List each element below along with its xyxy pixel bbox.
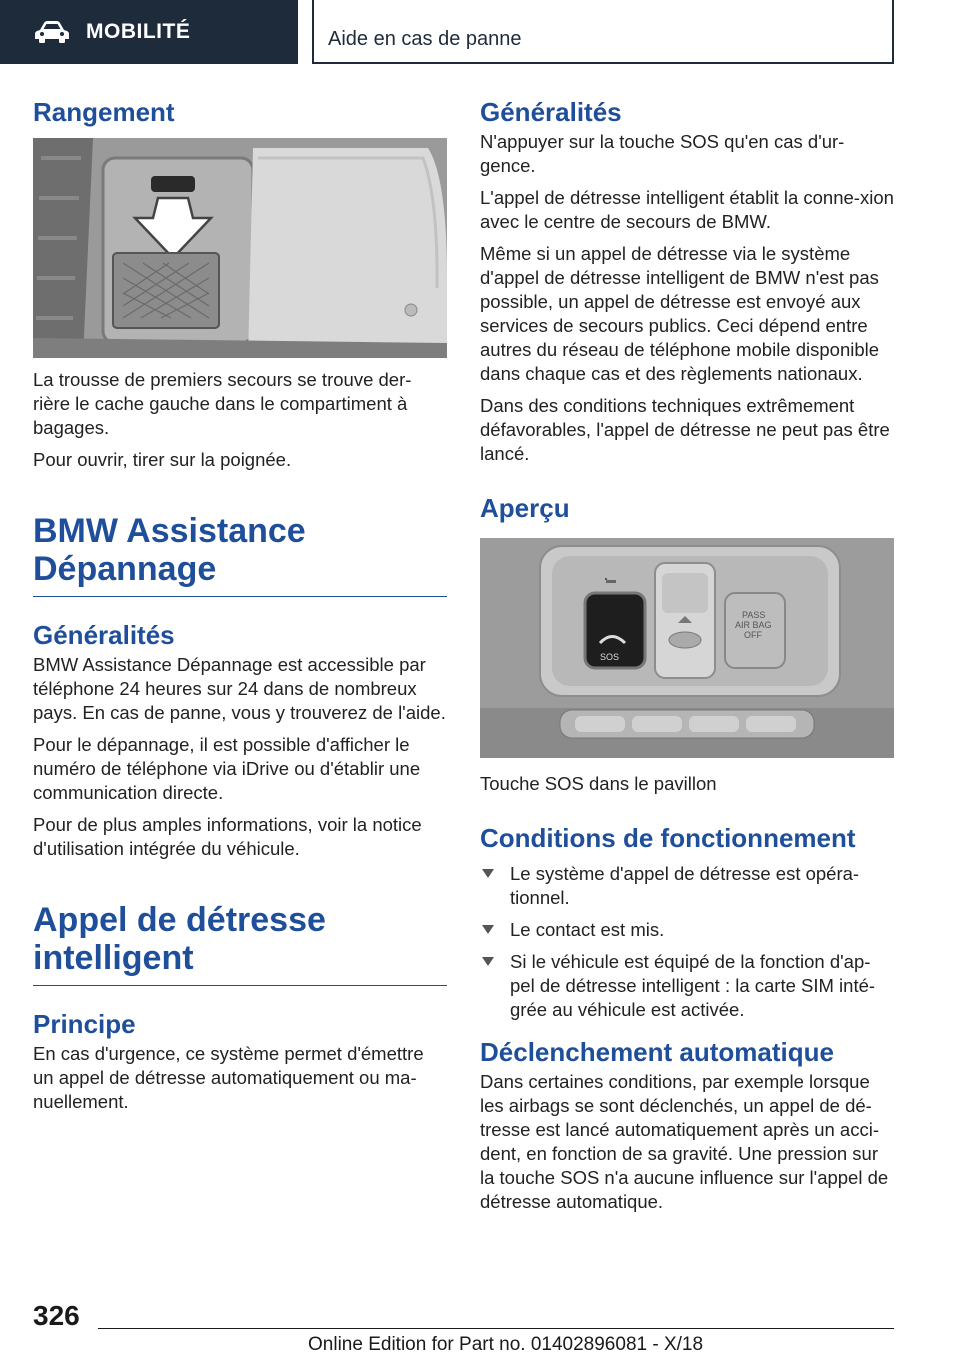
sos-button-image <box>480 538 894 758</box>
list-item: Le contact est mis. <box>480 918 894 942</box>
header-section-tab <box>0 0 298 64</box>
image-caption: Touche SOS dans le pavillon <box>480 773 717 794</box>
heading-conditions: Conditions de fonctionnement <box>480 823 856 853</box>
triangle-bullet-icon <box>482 869 494 878</box>
paragraph: Pour ouvrir, tirer sur la poignée. <box>33 449 292 470</box>
heading-declenchement: Déclenchement automatique <box>480 1037 834 1067</box>
heading-apercu: Aperçu <box>480 493 570 523</box>
heading-generalites: Généralités <box>33 620 175 650</box>
paragraph: En cas d'urgence, ce système permet d'émettre un appel de détresse automatiquement ou ma-nuellement. <box>33 1043 424 1112</box>
airbag-label-1: PASS <box>742 610 766 620</box>
list-item: Le système d'appel de détresse est opéra-tionnel. <box>480 862 894 910</box>
title-appel-detresse: Appel de détresse intelligent <box>33 901 447 986</box>
heading-generalites: Généralités <box>480 97 622 127</box>
paragraph: Pour de plus amples informations, voir la notice d'utilisation intégrée du véhicule. <box>33 814 422 859</box>
triangle-bullet-icon <box>482 957 494 966</box>
paragraph: N'appuyer sur la touche SOS qu'en cas d'ur-gence. <box>480 131 845 176</box>
trunk-storage-image <box>33 138 447 358</box>
paragraph: Même si un appel de détresse via le système d'appel de détresse intelligent de BMW n'est pas possible, un appel de détresse est envoyé aux services de secours publics. Ceci dépend entre autres du réseau de téléphone mobile disponible dans chaque cas et des règlements nationaux. <box>480 243 880 384</box>
paragraph: L'appel de détresse intelligent établit la conne-xion avec le centre de secours de BMW. <box>480 187 894 232</box>
left-column <box>33 96 447 1122</box>
conditions-list <box>480 862 894 1022</box>
paragraph: Pour le dépannage, il est possible d'afficher le numéro de téléphone via iDrive ou d'établir une communication directe. <box>33 734 421 803</box>
sos-label: SOS <box>600 652 620 662</box>
page-number: 326 <box>33 1300 80 1331</box>
paragraph: BMW Assistance Dépannage est accessible par téléphone 24 heures sur 24 dans de nombreux pays. En cas de panne, vous y trouverez de l'aide. <box>33 654 446 723</box>
chapter-title: Aide en cas de panne <box>328 28 522 50</box>
section-title: MOBILITÉ <box>86 20 191 43</box>
heading-principe: Principe <box>33 1009 136 1039</box>
list-item: Si le véhicule est équipé de la fonction d'ap-pel de détresse intelligent : la carte SIM inté-grée au véhicule est activée. <box>480 950 894 1022</box>
chapter-header <box>312 0 894 64</box>
right-column <box>480 96 894 1222</box>
footer-divider <box>98 1328 894 1329</box>
airbag-label-3: OFF <box>744 630 762 640</box>
paragraph: La trousse de premiers secours se trouve der-rière le cache gauche dans le compartiment à bagages. <box>33 369 412 438</box>
heading-rangement: Rangement <box>33 97 175 127</box>
paragraph: Dans des conditions techniques extrêmement défavorables, l'appel de détresse ne peut pas être lancé. <box>480 395 890 464</box>
paragraph: Dans certaines conditions, par exemple lorsque les airbags se sont déclenchés, un appel de dé-tresse est lancé automatiquement après un acci-dent, en fonction de sa gravité. Une pression sur la touche SOS n'a aucune influence sur l'appel de détresse automatique. <box>480 1071 889 1212</box>
footer-edition: Online Edition for Part no. 01402896081 - X/18 <box>308 1334 704 1355</box>
car-icon <box>34 20 70 44</box>
triangle-bullet-icon <box>482 925 494 934</box>
airbag-label-2: AIR BAG <box>735 620 772 630</box>
title-assistance: BMW Assistance Dépannage <box>33 512 447 597</box>
